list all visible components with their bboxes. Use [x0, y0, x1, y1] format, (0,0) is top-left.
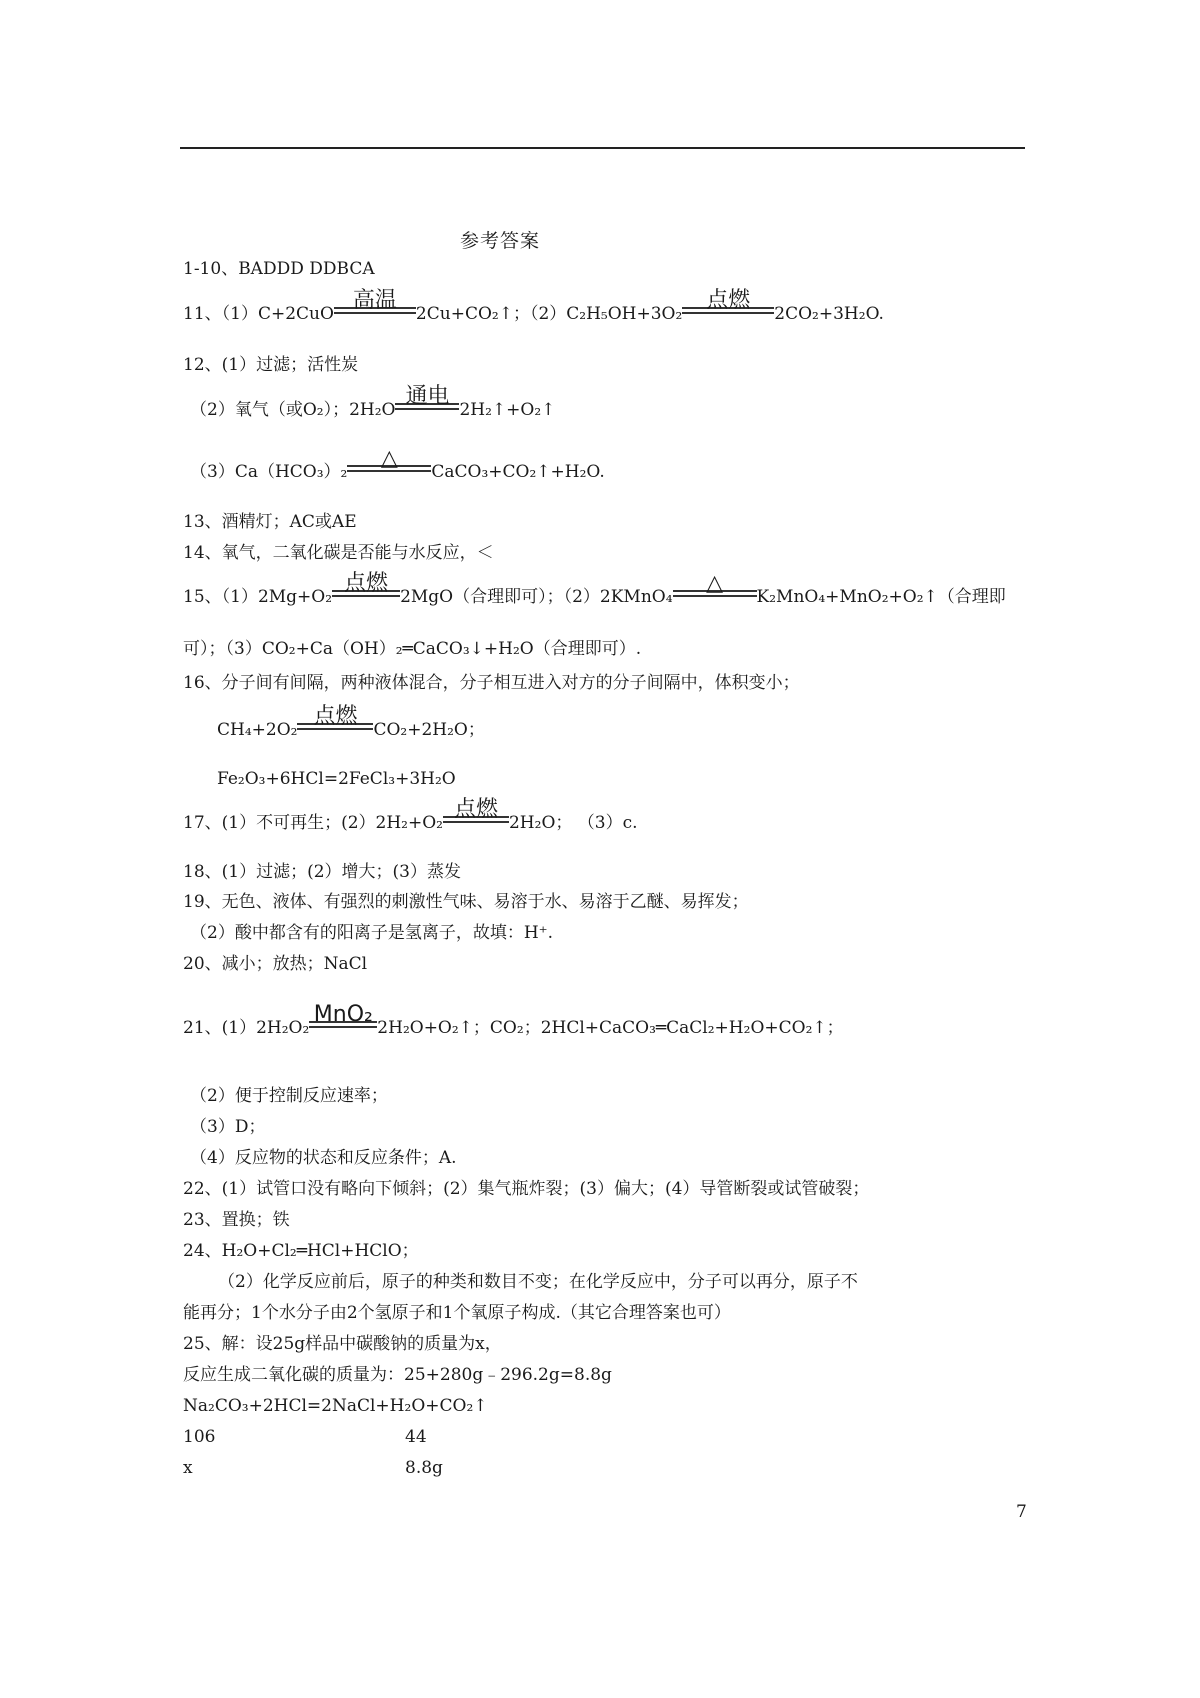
header-rule [180, 147, 1025, 149]
unknown-x: x [183, 1458, 193, 1478]
answer-11 [183, 288, 884, 326]
co2-mass: 8.8g [405, 1458, 443, 1478]
condition-label: 点燃 [344, 571, 389, 596]
answer-12-3 [190, 446, 605, 484]
answer-15-prefix: 15、（1）2Mg+O₂ [183, 587, 333, 607]
answer-20: 20、减小；放热；NaCl [183, 954, 368, 974]
condition-high-temp [334, 288, 416, 326]
condition-catalyst [309, 1002, 377, 1040]
answer-12-2-end: 2H₂↑+O₂↑ [459, 400, 556, 420]
mass-ratio-co2: 44 [405, 1427, 427, 1447]
answer-21-4: （4）反应物的状态和反应条件；A. [190, 1148, 457, 1168]
answer-24-3: 能再分；1个水分子由2个氢原子和1个氧原子构成.（其它合理答案也可） [183, 1303, 731, 1323]
condition-electrolysis [395, 384, 459, 422]
condition-label: MnO₂ [313, 1002, 373, 1027]
answer-17-end: 2H₂O； （3）c. [508, 813, 638, 833]
answer-25-5 [183, 1456, 443, 1480]
answer-11-end: 2CO₂+3H₂O. [774, 304, 884, 324]
answer-19-2: （2）酸中都含有的阳离子是氢离子，故填：H⁺. [190, 923, 554, 943]
answer-15-end: K₂MnO₄+MnO₂+O₂↑（合理即 [756, 587, 1006, 607]
condition-label: 点燃 [706, 288, 751, 313]
answer-25-3: Na₂CO₃+2HCl=2NaCl+H₂O+CO₂↑ [183, 1396, 488, 1416]
answer-12-3-end: CaCO₃+CO₂↑+H₂O. [431, 462, 605, 482]
answer-14: 14、氧气，二氧化碳是否能与水反应，＜ [183, 543, 494, 563]
answer-16-1: 16、分子间有间隔，两种液体混合，分子相互进入对方的分子间隔中，体积变小； [183, 673, 800, 693]
condition-label: 点燃 [453, 797, 498, 822]
page-title: 参考答案 [460, 230, 541, 252]
answer-21-1 [183, 1002, 844, 1040]
answer-17 [183, 797, 638, 835]
answer-1-10: 1-10、BADDD DDBCA [183, 259, 375, 279]
answer-12-2-prefix: （2）氧气（或O₂）；2H₂O [190, 400, 396, 420]
answer-11-prefix: 11、（1）C+2CuO [183, 304, 334, 324]
answer-24-1: 24、H₂O+Cl₂═HCl+HClO； [183, 1241, 419, 1261]
answer-25-4 [183, 1425, 427, 1449]
answer-16-2-end: CO₂+2H₂O； [373, 720, 485, 740]
answer-11-mid: 2Cu+CO₂↑；（2）C₂H₅OH+3O₂ [415, 304, 683, 324]
answer-13: 13、酒精灯；AC或AE [183, 512, 357, 532]
answer-19-1: 19、无色、液体、有强烈的刺激性气味、易溶于水、易溶于乙醚、易挥发； [183, 892, 749, 912]
condition-ignite [443, 797, 509, 835]
answer-21-prefix: 21、(1）2H₂O₂ [183, 1018, 310, 1038]
mass-ratio-na2co3: 106 [183, 1427, 216, 1447]
answer-15-2: 可）；（3）CO₂+Ca（OH）₂═CaCO₃↓+H₂O（合理即可）. [183, 639, 642, 659]
condition-label: 通电 [405, 384, 450, 409]
answer-15-mid: 2MgO（合理即可）；（2）2KMnO₄ [400, 587, 673, 607]
answer-24-2: （2）化学反应前后，原子的种类和数目不变；在化学反应中，分子可以再分，原子不 [218, 1272, 858, 1292]
page-number: 7 [1016, 1502, 1027, 1522]
answer-12-1: 12、(1）过滤；活性炭 [183, 355, 359, 375]
answer-18: 18、(1）过滤；(2）增大；(3）蒸发 [183, 862, 461, 882]
answer-25-2: 反应生成二氧化碳的质量为：25+280g﹣296.2g=8.8g [183, 1365, 612, 1385]
condition-heat [347, 446, 431, 484]
answer-21-3: （3）D； [190, 1117, 266, 1137]
condition-ignite [297, 704, 373, 742]
condition-ignite [682, 288, 774, 326]
answer-15-1 [183, 571, 1006, 609]
answer-17-prefix: 17、(1）不可再生；(2）2H₂+O₂ [183, 813, 443, 833]
answer-16-2 [217, 704, 485, 742]
answer-23: 23、置换；铁 [183, 1210, 290, 1230]
condition-label: 高温 [352, 288, 397, 313]
condition-label: 点燃 [313, 704, 358, 729]
answer-21-end: 2H₂O+O₂↑；CO₂；2HCl+CaCO₃═CaCl₂+H₂O+CO₂↑； [377, 1018, 844, 1038]
answer-25-1: 25、解：设25g样品中碳酸钠的质量为x， [183, 1334, 502, 1354]
condition-ignite [332, 571, 400, 609]
answer-16-3: Fe₂O₃+6HCl=2FeCl₃+3H₂O [217, 769, 456, 789]
condition-label: △ [706, 571, 723, 596]
condition-heat [673, 571, 757, 609]
condition-label: △ [380, 446, 398, 471]
answer-16-2-prefix: CH₄+2O₂ [217, 720, 298, 740]
answer-12-3-prefix: （3）Ca（HCO₃）₂ [190, 462, 348, 482]
answer-22: 22、(1）试管口没有略向下倾斜；(2）集气瓶炸裂；(3）偏大；(4）导管断裂或试管破裂； [183, 1179, 870, 1199]
answer-12-2 [190, 384, 556, 422]
answer-21-2: （2）便于控制反应速率； [190, 1086, 388, 1106]
